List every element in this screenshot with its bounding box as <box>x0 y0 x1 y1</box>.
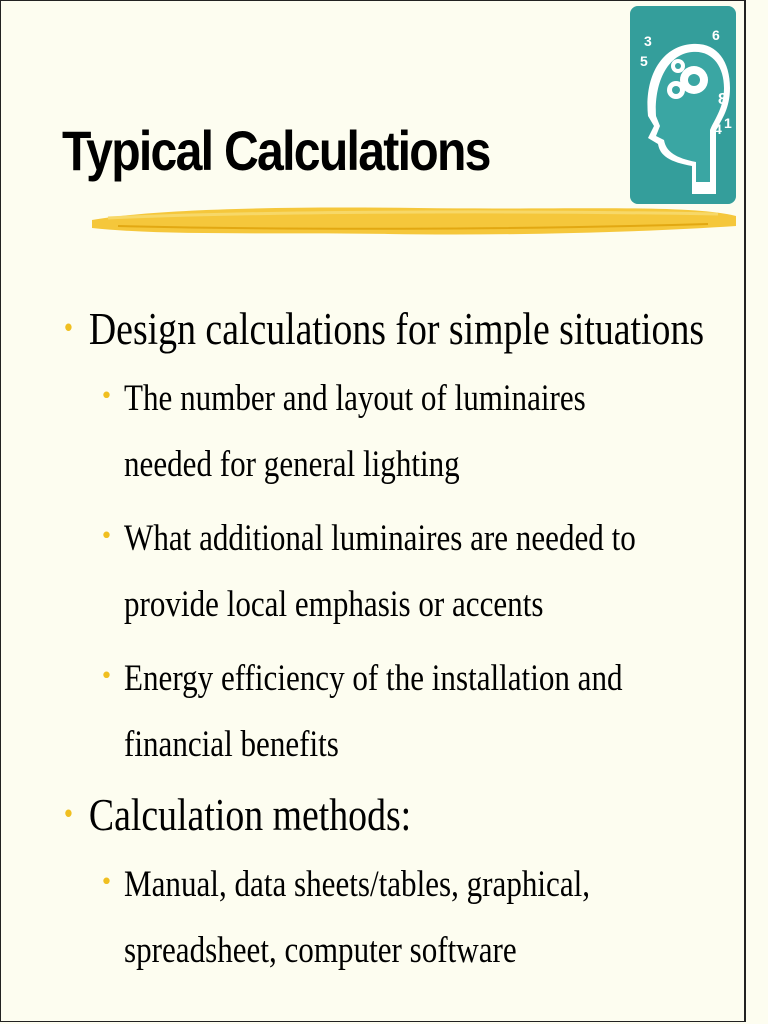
bullet-dot-icon: • <box>100 384 113 409</box>
logo-digit: 1 <box>724 115 732 131</box>
bullet-item-design <box>62 300 712 778</box>
bullet-dot-icon: • <box>62 314 75 344</box>
slide-title: Typical Calculations <box>62 119 490 182</box>
sub-bullet-text: What additional luminaires are needed to provide local emphasis or accents <box>124 518 636 625</box>
bullet-list <box>62 300 712 992</box>
logo-digit: 6 <box>712 27 720 43</box>
logo-digit: 5 <box>640 53 648 69</box>
bullet-dot-icon: • <box>100 870 113 895</box>
head-gears-icon <box>630 6 736 204</box>
sub-bullet-item <box>62 852 712 984</box>
bullet-item-methods <box>62 786 712 984</box>
bullet-dot-icon: • <box>100 664 113 689</box>
logo-digit: 4 <box>714 121 722 137</box>
sub-bullet-item <box>62 366 712 498</box>
bullet-line <box>62 786 608 844</box>
bullet-line <box>62 300 705 358</box>
logo-digit: 8 <box>718 91 727 108</box>
sub-bullet-item <box>62 646 712 778</box>
logo-image <box>630 6 736 204</box>
logo-digit: 3 <box>644 33 652 49</box>
bullet-dot-icon: • <box>100 524 113 549</box>
sub-bullet-text: Manual, data sheets/tables, graphical, spreadsheet, computer software <box>124 864 591 971</box>
sub-bullet-text: The number and layout of luminaires needed for general lighting <box>124 378 586 485</box>
sub-bullet-item <box>62 506 712 638</box>
bullet-text: Design calculations for simple situations <box>88 304 705 354</box>
bullet-text: Calculation methods: <box>88 790 412 840</box>
bullet-dot-icon: • <box>62 800 75 830</box>
sub-bullet-text: Energy efficiency of the installation and financial benefits <box>124 658 623 765</box>
